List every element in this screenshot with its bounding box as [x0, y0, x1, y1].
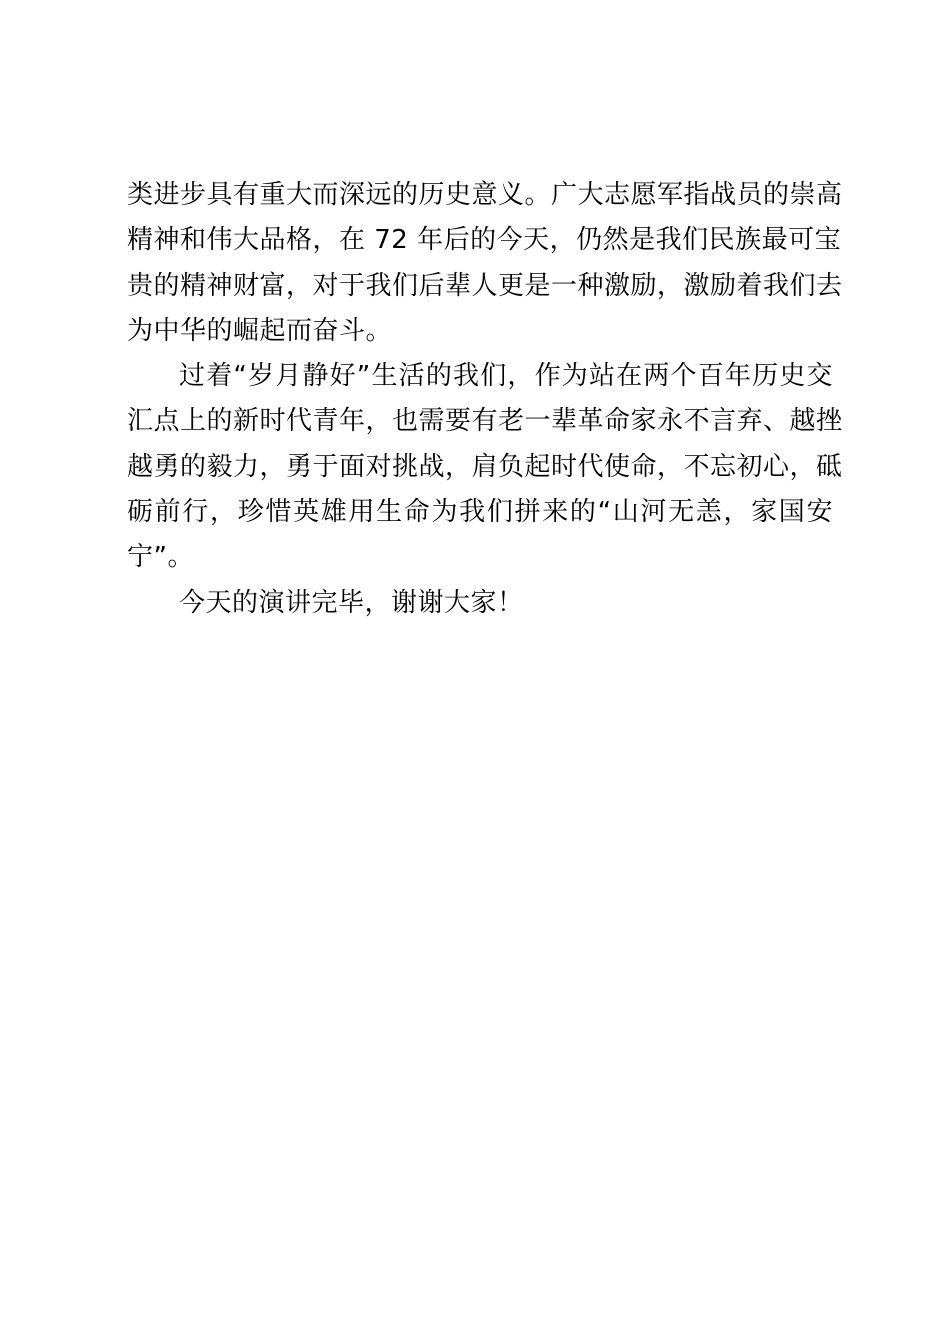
text-line: 为中华的崛起而奋斗。 — [127, 315, 393, 346]
text-line: 今天的演讲完毕，谢谢大家！ — [179, 587, 524, 618]
text-line: 越勇的毅力，勇于面对挑战，肩负起时代使命，不忘初心，砥 — [127, 451, 843, 482]
paragraph — [127, 354, 843, 580]
text-line: 精神和伟大品格，在 72 年后的今天，仍然是我们民族最可宝 — [127, 225, 842, 256]
text-line: 宁”。 — [127, 542, 194, 573]
paragraph — [127, 173, 843, 354]
text-line: 砺前行，珍惜英雄用生命为我们拼来的“山河无恙，家国安 — [127, 497, 833, 528]
text-line: 汇点上的新时代青年，也需要有老一辈革命家永不言弃、越挫 — [127, 406, 843, 437]
paragraph — [127, 581, 833, 626]
text-line: 贵的精神财富，对于我们后辈人更是一种激励，激励着我们去 — [127, 270, 843, 301]
text-line: 过着“岁月静好”生活的我们，作为站在两个百年历史交 — [179, 361, 833, 392]
text-line: 类进步具有重大而深远的历史意义。广大志愿军指战员的崇高 — [127, 180, 843, 210]
document-body — [127, 173, 843, 626]
